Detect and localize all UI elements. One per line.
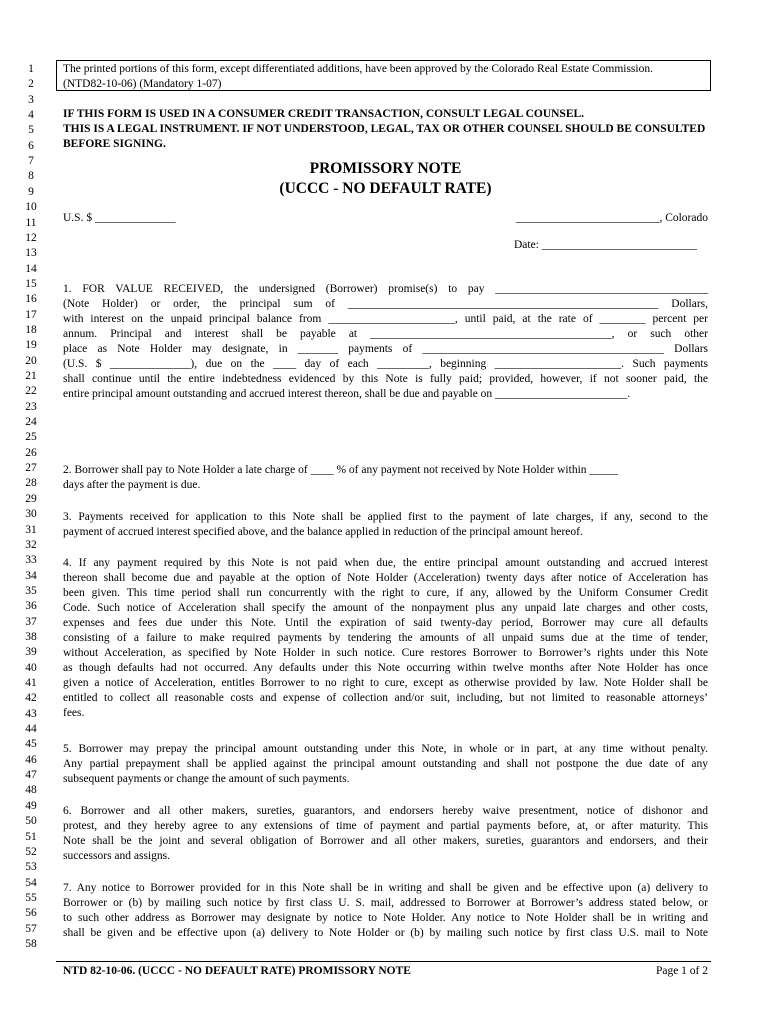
para-7-line: Borrower or (b) by mailing such notice by first class U. S. mail, addressed to Borrower at Borrower’s address stated below, or (63, 897, 708, 909)
para-6-line: Note shall be the joint and several obligation of Borrower and all other makers, sureties, guarantors and endorsers, and their (63, 835, 708, 847)
line-number: 1 (28, 63, 34, 75)
para-1-line: entire principal amount outstanding and accrued interest thereon, shall be due and payable on _______________________. (63, 388, 631, 400)
line-number: 44 (25, 723, 37, 736)
para-2-line: days after the payment is due. (63, 479, 201, 491)
para-6-line: 6. Borrower and all other makers, sureties, guarantors, and endorsers hereby waive presentment, notice of dishonor and (63, 805, 708, 817)
para-1-line: 1. FOR VALUE RECEIVED, the undersigned (Borrower) promise(s) to pay _____________________________________ (63, 283, 708, 295)
line-number: 51 (25, 830, 37, 843)
line-number: 6 (28, 139, 34, 152)
line-number: 48 (25, 784, 37, 797)
footer-form-id: NTD 82-10-06. (UCCC - NO DEFAULT RATE) PROMISSORY NOTE (63, 965, 411, 977)
para-4-line: without Acceleration, as specified by Note Holder in such notice. Cure restores Borrower to Borrower’s rights under this Note (63, 647, 708, 659)
para-3-line: 3. Payments received for application to this Note shall be applied first to the payment of late charges, if any, second to the (63, 511, 708, 523)
line-number: 3 (28, 93, 34, 106)
line-number: 40 (25, 661, 37, 674)
para-4-line: been given. This time period shall run concurrently with the right to cure, if any, allowed by the Uniform Consumer Credit (63, 587, 708, 599)
para-4-line: entitled to collect all reasonable costs and expense of collection and/or suit, including, but not limited to reasonable attorneys’ (63, 692, 708, 704)
line-number: 25 (25, 431, 37, 444)
line-number: 56 (25, 907, 37, 920)
line-number: 55 (25, 891, 37, 904)
line-number: 39 (25, 646, 37, 659)
line-number: 19 (25, 339, 37, 352)
line-number: 13 (25, 247, 37, 260)
para-1-line: place as Note Holder may designate, in _______ payments of __________________________________________ Dollars (63, 343, 708, 355)
line-number: 45 (25, 738, 37, 751)
line-number: 30 (25, 508, 37, 521)
document-title: PROMISSORY NOTE (309, 160, 462, 177)
line-number: 8 (28, 170, 34, 183)
line-number: 36 (25, 600, 37, 613)
line-number: 14 (25, 262, 37, 275)
line-number: 12 (25, 231, 37, 244)
line-number: 47 (25, 769, 37, 782)
line-number: 46 (25, 753, 37, 766)
line-number: 49 (25, 799, 37, 812)
para-4-line: 4. If any payment required by this Note is not paid when due, the entire principal amount outstanding and accrued interest (63, 557, 708, 569)
para-7-line: shall be given and be effective upon (a) delivery to Note Holder or (b) by mailing such notice by first class U.S. mail to Note (63, 927, 708, 939)
line-number: 54 (25, 876, 37, 889)
line-number: 9 (28, 185, 34, 198)
para-1-line: shall continue until the entire indebtedness evidenced by this Note is fully paid; provided, however, if not sooner paid, the (63, 373, 708, 385)
approval-notice-line-2: (NTD82-10-06) (Mandatory 1-07) (63, 78, 222, 90)
para-4-line: expenses and fees due under this Note. Until the expiration of said twenty-day period, Borrower may cure all defaults (63, 617, 708, 629)
line-number: 35 (25, 584, 37, 597)
line-number: 20 (25, 354, 37, 367)
para-1-line: with interest on the unpaid principal balance from ______________________, until paid, at the rate of ________ percent per (63, 313, 708, 325)
line-number: 28 (25, 477, 37, 490)
line-number: 31 (25, 523, 37, 536)
line-number: 50 (25, 815, 37, 828)
para-4-line: thereon shall become due and payable at the option of Note Holder (Acceleration) twenty days after notice of Acceleration has (63, 572, 708, 584)
line-number: 27 (25, 462, 37, 475)
line-number: 42 (25, 692, 37, 705)
para-1-line: (Note Holder) or order, the principal sum of ______________________________________________________ Dollars, (63, 298, 708, 310)
line-number: 2 (28, 78, 34, 91)
line-number: 21 (25, 370, 37, 382)
line-number: 38 (25, 630, 37, 643)
para-4-line: Code. Such notice of Acceleration shall specify the amount of the nonpayment plus any unpaid late charges and other costs, (63, 602, 708, 614)
para-3-line: payment of accrued interest specified above, and the balance applied in reduction of the principal amount hereof. (63, 526, 583, 538)
para-4-line: consisting of a failure to make required payments by tendering the amounts of all unpaid sums due at the time of tender, (63, 632, 708, 644)
para-4-line: fees. (63, 707, 85, 719)
para-4-line: given a notice of Acceleration, entitles Borrower to no right to cure, except as otherwise provided by law. Note Holder shall be (63, 677, 708, 689)
para-7-line: 7. Any notice to Borrower provided for in this Note shall be in writing and shall be given and be effective upon (a) delivery to (63, 882, 708, 894)
para-4-line: as though defaults had not occurred. Any defaults under this Note occurring within twelve months after Note Holder has once (63, 662, 708, 674)
line-number: 4 (28, 109, 34, 122)
para-5-line: 5. Borrower may prepay the principal amount outstanding under this Note, in whole or in part, at any time without penalty. (63, 743, 708, 755)
warning-line-1: IF THIS FORM IS USED IN A CONSUMER CREDIT TRANSACTION, CONSULT LEGAL COUNSEL. (63, 108, 585, 120)
line-number: 32 (25, 538, 37, 551)
line-number: 41 (25, 677, 37, 689)
line-number: 57 (25, 922, 37, 935)
line-number: 24 (25, 416, 37, 429)
line-number: 11 (25, 216, 37, 229)
line-number: 52 (25, 845, 37, 858)
para-1-line: annum. Principal and interest shall be payable at __________________________________________, or such other (63, 328, 708, 340)
line-number: 18 (25, 323, 37, 336)
para-5-line: Any partial prepayment shall be applied against the principal amount outstanding and shall not postpone the due date of any (63, 758, 708, 770)
line-number: 33 (25, 554, 37, 567)
line-number: 15 (25, 277, 37, 290)
location-field[interactable]: _________________________, Colorado (515, 212, 708, 224)
line-number: 53 (25, 861, 37, 874)
para-7-line: to such other address as Borrower may designate by notice to Note Holder. Any notice to Note Holder shall be in writing and (63, 912, 708, 924)
line-number: 26 (25, 446, 37, 459)
para-6-line: protest, and they hereby agree to any extensions of time of payment and partial payments before, at, or after maturity. This (63, 820, 708, 832)
line-number: 17 (25, 308, 37, 321)
line-number: 7 (28, 155, 34, 168)
line-number: 16 (25, 293, 37, 306)
para-1-line: (U.S. $ ______________), due on the ____ day of each _________, beginning ______________________. Such payments (63, 358, 708, 370)
amount-field[interactable]: U.S. $ ______________ (63, 212, 176, 224)
line-number: 5 (28, 124, 34, 137)
footer-page-number: Page 1 of 2 (655, 965, 708, 977)
line-number: 10 (25, 201, 37, 214)
line-number: 34 (25, 569, 37, 582)
document-subtitle: (UCCC - NO DEFAULT RATE) (279, 180, 492, 197)
warning-line-3: BEFORE SIGNING. (63, 138, 166, 150)
warning-line-2: THIS IS A LEGAL INSTRUMENT. IF NOT UNDERSTOOD, LEGAL, TAX OR OTHER COUNSEL SHOULD BE CONSULTED (63, 123, 706, 135)
approval-notice-line-1: The printed portions of this form, except differentiated additions, have been approved by the Colorado Real Estate Commission. (63, 63, 653, 75)
line-number: 58 (25, 937, 37, 950)
line-number: 22 (25, 385, 37, 398)
para-5-line: subsequent payments or change the amount of such payments. (63, 773, 350, 785)
line-number: 29 (25, 492, 37, 505)
date-field[interactable]: Date: ___________________________ (513, 239, 697, 251)
line-number: 37 (25, 615, 37, 628)
line-number: 23 (25, 400, 37, 413)
para-6-line: successors and assigns. (63, 850, 170, 862)
footer-rule (56, 961, 711, 962)
para-2-line: 2. Borrower shall pay to Note Holder a late charge of ____ % of any payment not received by Note Holder within _____ (63, 464, 619, 476)
line-number: 43 (25, 707, 37, 720)
